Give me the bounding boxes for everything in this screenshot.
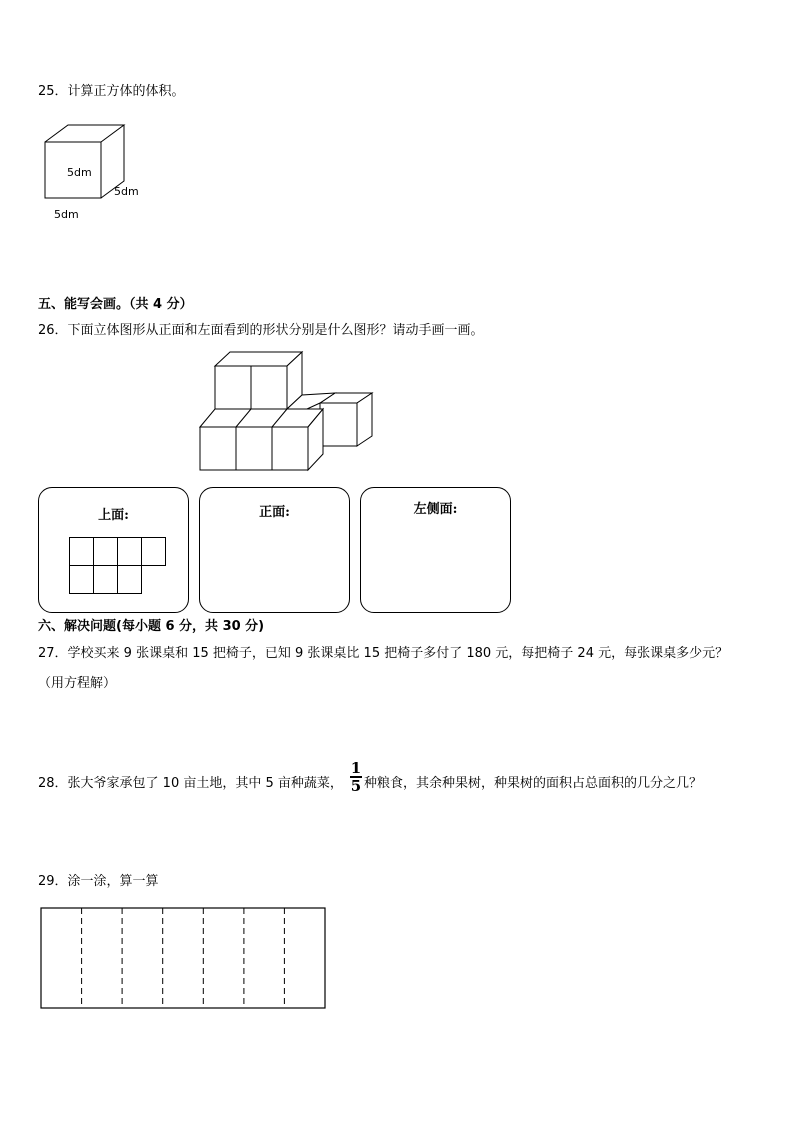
cube-label-bottom: 5dm xyxy=(54,208,79,221)
q28-text-before: 28．张大爷家承包了 10 亩土地，其中 5 亩种蔬菜， xyxy=(38,776,343,791)
q28-fraction-numerator: 1 xyxy=(350,759,362,777)
q27-line1: 27．学校买来 9 张课桌和 15 把椅子，已知 9 张课桌比 15 把椅子多付了 180 元，每把椅子 24 元，每张课桌多少元？ xyxy=(38,646,729,661)
q29-text: 29．涂一涂，算一算 xyxy=(38,874,159,889)
cube-figure xyxy=(38,118,158,228)
section5-heading: 五、能写会画。（共 4 分） xyxy=(38,297,193,312)
q26-text: 26．下面立体图形从正面和左面看到的形状分别是什么图形？请动手画一画。 xyxy=(38,323,484,338)
view-box-front-title: 正面: xyxy=(259,505,290,520)
view-box-left[interactable] xyxy=(360,487,511,613)
view-box-top-title: 上面: xyxy=(98,508,129,523)
q28-fraction-denominator: 5 xyxy=(350,777,362,795)
shading-rectangle[interactable] xyxy=(40,907,330,1011)
q27-line2: （用方程解） xyxy=(38,676,117,691)
q28-text-after: 种粮食，其余种果树，种果树的面积占总面积的几分之几？ xyxy=(364,776,703,791)
cube-label-side: 5dm xyxy=(114,185,139,198)
q28-fraction xyxy=(350,761,362,793)
view-box-left-title: 左侧面: xyxy=(413,502,458,517)
view-box-top[interactable] xyxy=(38,487,189,613)
view-box-front[interactable] xyxy=(199,487,350,613)
solid-figure xyxy=(195,348,380,476)
cube-label-front: 5dm xyxy=(67,166,92,179)
top-view-grid xyxy=(69,537,169,597)
section6-heading: 六、解决问题(每小题 6 分，共 30 分) xyxy=(38,619,265,634)
q25-text: 25．计算正方体的体积。 xyxy=(38,84,185,99)
